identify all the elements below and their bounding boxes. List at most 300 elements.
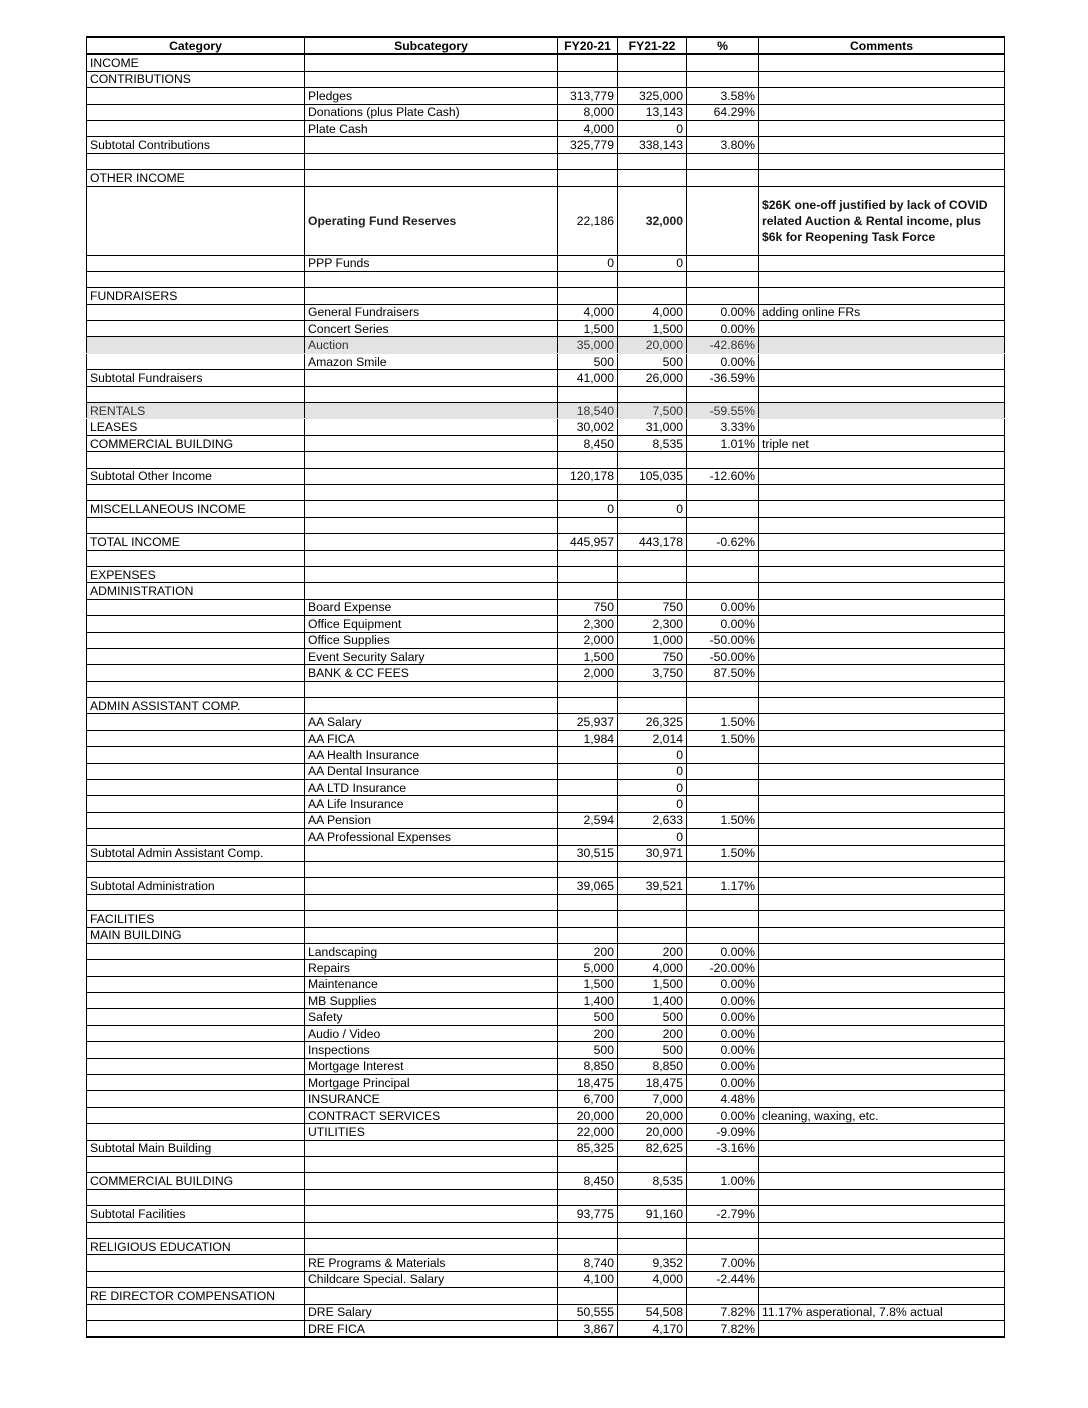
percent-cell [687, 566, 759, 582]
fy21-22-cell [618, 54, 687, 71]
fy20-21-cell: 4,100 [558, 1271, 618, 1287]
fy21-22-cell [618, 698, 687, 714]
category-cell [87, 681, 305, 697]
comment-cell [759, 1124, 1005, 1140]
percent-cell [687, 927, 759, 943]
fy21-22-cell [618, 517, 687, 533]
category-cell [87, 255, 305, 271]
category-cell [87, 665, 305, 681]
category-cell: COMMERCIAL BUILDING [87, 435, 305, 451]
percent-cell [687, 517, 759, 533]
category-cell: MISCELLANEOUS INCOME [87, 501, 305, 517]
comment-cell [759, 1288, 1005, 1304]
fy20-21-cell: 18,540 [558, 403, 618, 419]
category-cell: Subtotal Administration [87, 878, 305, 894]
percent-cell [687, 1157, 759, 1173]
category-cell: EXPENSES [87, 566, 305, 582]
subcategory-cell [305, 271, 558, 287]
fy21-22-cell: 30,971 [618, 845, 687, 861]
fy21-22-cell [618, 1288, 687, 1304]
table-row [87, 894, 1005, 910]
percent-cell: 0.00% [687, 1009, 759, 1025]
subcategory-cell: Plate Cash [305, 120, 558, 136]
percent-cell [687, 271, 759, 287]
category-cell [87, 386, 305, 402]
comment-cell [759, 137, 1005, 153]
subcategory-cell [305, 1206, 558, 1222]
percent-cell [687, 1189, 759, 1205]
fy20-21-cell: 4,000 [558, 304, 618, 320]
percent-cell: 0.00% [687, 1107, 759, 1123]
fy21-22-cell [618, 550, 687, 566]
table-row [87, 780, 1005, 796]
category-cell [87, 730, 305, 746]
category-cell [87, 714, 305, 730]
comment-cell [759, 550, 1005, 566]
fy20-21-cell: 5,000 [558, 960, 618, 976]
table-row [87, 419, 1005, 435]
percent-cell [687, 501, 759, 517]
category-cell [87, 943, 305, 959]
comment-cell [759, 255, 1005, 271]
percent-cell [687, 484, 759, 500]
comment-cell [759, 1238, 1005, 1254]
table-row [87, 878, 1005, 894]
comment-cell [759, 288, 1005, 304]
fy21-22-cell [618, 484, 687, 500]
fy20-21-cell: 750 [558, 599, 618, 615]
table-row [87, 1140, 1005, 1156]
fy20-21-cell [558, 681, 618, 697]
fy21-22-cell [618, 681, 687, 697]
table-row [87, 927, 1005, 943]
fy21-22-cell [618, 271, 687, 287]
category-cell [87, 1091, 305, 1107]
fy20-21-cell: 8,850 [558, 1058, 618, 1074]
subcategory-cell [305, 681, 558, 697]
table-row [87, 255, 1005, 271]
table-row [87, 1255, 1005, 1271]
subcategory-cell [305, 501, 558, 517]
fy20-21-cell: 200 [558, 1025, 618, 1041]
percent-cell: 0.00% [687, 599, 759, 615]
category-cell [87, 861, 305, 877]
comment-cell [759, 321, 1005, 337]
fy21-22-cell: 750 [618, 599, 687, 615]
fy20-21-cell: 39,065 [558, 878, 618, 894]
category-cell: CONTRIBUTIONS [87, 71, 305, 87]
fy21-22-cell: 54,508 [618, 1304, 687, 1320]
comment-cell [759, 960, 1005, 976]
fy21-22-cell: 0 [618, 120, 687, 136]
table-row [87, 71, 1005, 87]
subcategory-cell [305, 911, 558, 927]
subcategory-cell [305, 550, 558, 566]
fy20-21-cell [558, 911, 618, 927]
percent-cell [687, 583, 759, 599]
fy20-21-cell: 500 [558, 1009, 618, 1025]
table-row [87, 484, 1005, 500]
table-row [87, 681, 1005, 697]
subcategory-cell [305, 1288, 558, 1304]
category-cell: LEASES [87, 419, 305, 435]
category-cell: TOTAL INCOME [87, 534, 305, 550]
subcategory-cell [305, 1173, 558, 1189]
comment-cell [759, 747, 1005, 763]
comment-cell [759, 1255, 1005, 1271]
category-cell [87, 960, 305, 976]
fy21-22-cell: 13,143 [618, 104, 687, 120]
comment-cell [759, 170, 1005, 186]
category-cell [87, 1320, 305, 1337]
table-row [87, 648, 1005, 664]
subcategory-cell: Concert Series [305, 321, 558, 337]
percent-cell: 1.00% [687, 1173, 759, 1189]
category-cell [87, 599, 305, 615]
percent-cell: -0.62% [687, 534, 759, 550]
category-cell: INCOME [87, 54, 305, 71]
category-cell: Subtotal Contributions [87, 137, 305, 153]
fy20-21-cell [558, 861, 618, 877]
fy20-21-cell: 85,325 [558, 1140, 618, 1156]
category-cell [87, 484, 305, 500]
table-row [87, 665, 1005, 681]
fy21-22-cell: 0 [618, 780, 687, 796]
table-row [87, 566, 1005, 582]
category-cell: FUNDRAISERS [87, 288, 305, 304]
subcategory-cell: DRE Salary [305, 1304, 558, 1320]
percent-cell [687, 894, 759, 910]
category-cell [87, 616, 305, 632]
comment-cell [759, 583, 1005, 599]
percent-cell: -20.00% [687, 960, 759, 976]
table-row [87, 153, 1005, 169]
comment-cell [759, 616, 1005, 632]
fy21-22-cell [618, 911, 687, 927]
subcategory-cell [305, 137, 558, 153]
table-row [87, 1107, 1005, 1123]
comment-cell [759, 1206, 1005, 1222]
category-cell [87, 632, 305, 648]
percent-cell: 3.80% [687, 137, 759, 153]
category-cell: Subtotal Admin Assistant Comp. [87, 845, 305, 861]
fy20-21-cell: 2,000 [558, 632, 618, 648]
fy20-21-cell: 2,000 [558, 665, 618, 681]
percent-cell: 1.17% [687, 878, 759, 894]
comment-cell [759, 104, 1005, 120]
percent-cell: 4.48% [687, 1091, 759, 1107]
table-row [87, 337, 1005, 353]
percent-cell: 3.33% [687, 419, 759, 435]
fy20-21-cell [558, 583, 618, 599]
table-row [87, 54, 1005, 71]
percent-cell [687, 550, 759, 566]
subcategory-cell: Board Expense [305, 599, 558, 615]
fy21-22-cell: 0 [618, 829, 687, 845]
subcategory-cell [305, 927, 558, 943]
table-row [87, 1271, 1005, 1287]
fy21-22-cell: 4,000 [618, 960, 687, 976]
comment-cell [759, 796, 1005, 812]
comment-cell [759, 1222, 1005, 1238]
percent-cell: 87.50% [687, 665, 759, 681]
table-row [87, 1320, 1005, 1337]
table-row [87, 1189, 1005, 1205]
fy21-22-cell: 4,170 [618, 1320, 687, 1337]
category-cell [87, 812, 305, 828]
subcategory-cell [305, 583, 558, 599]
comment-cell [759, 894, 1005, 910]
fy20-21-cell [558, 170, 618, 186]
category-cell: MAIN BUILDING [87, 927, 305, 943]
fy21-22-cell: 4,000 [618, 1271, 687, 1287]
category-cell [87, 88, 305, 104]
subcategory-cell: General Fundraisers [305, 304, 558, 320]
category-cell [87, 550, 305, 566]
subcategory-cell [305, 517, 558, 533]
percent-cell [687, 452, 759, 468]
table-row [87, 1222, 1005, 1238]
table-row [87, 170, 1005, 186]
fy20-21-cell: 93,775 [558, 1206, 618, 1222]
fy20-21-cell [558, 271, 618, 287]
comment-cell [759, 1173, 1005, 1189]
fy21-22-cell: 105,035 [618, 468, 687, 484]
fy20-21-cell [558, 54, 618, 71]
percent-cell [687, 255, 759, 271]
subcategory-cell: Office Equipment [305, 616, 558, 632]
category-cell [87, 648, 305, 664]
comment-cell [759, 829, 1005, 845]
subcategory-cell: Childcare Special. Salary [305, 1271, 558, 1287]
percent-cell: -9.09% [687, 1124, 759, 1140]
percent-cell: 1.50% [687, 714, 759, 730]
subcategory-cell: Event Security Salary [305, 648, 558, 664]
category-cell [87, 1271, 305, 1287]
fy20-21-cell [558, 1157, 618, 1173]
percent-cell [687, 1222, 759, 1238]
header-comments: Comments [759, 37, 1005, 54]
fy20-21-cell [558, 780, 618, 796]
fy20-21-cell: 20,000 [558, 1107, 618, 1123]
comment-cell [759, 534, 1005, 550]
category-cell [87, 894, 305, 910]
comment-cell [759, 845, 1005, 861]
fy21-22-cell: 443,178 [618, 534, 687, 550]
subcategory-cell [305, 1238, 558, 1254]
fy20-21-cell: 445,957 [558, 534, 618, 550]
fy20-21-cell: 4,000 [558, 120, 618, 136]
category-cell [87, 1255, 305, 1271]
table-row [87, 370, 1005, 386]
subcategory-cell: Repairs [305, 960, 558, 976]
table-row [87, 960, 1005, 976]
fy21-22-cell: 1,400 [618, 993, 687, 1009]
percent-cell: 0.00% [687, 1075, 759, 1091]
comment-cell [759, 599, 1005, 615]
fy20-21-cell [558, 386, 618, 402]
fy20-21-cell: 8,450 [558, 1173, 618, 1189]
table-row [87, 911, 1005, 927]
fy20-21-cell [558, 927, 618, 943]
comment-cell [759, 943, 1005, 959]
percent-cell: 0.00% [687, 1042, 759, 1058]
fy21-22-cell: 500 [618, 353, 687, 369]
comment-cell [759, 1058, 1005, 1074]
percent-cell [687, 120, 759, 136]
category-cell [87, 271, 305, 287]
category-cell [87, 1304, 305, 1320]
table-row [87, 1288, 1005, 1304]
percent-cell: 7.00% [687, 1255, 759, 1271]
fy20-21-cell: 325,779 [558, 137, 618, 153]
fy21-22-cell: 750 [618, 648, 687, 664]
category-cell [87, 337, 305, 353]
comment-cell [759, 632, 1005, 648]
fy20-21-cell: 313,779 [558, 88, 618, 104]
table-row [87, 796, 1005, 812]
subcategory-cell [305, 861, 558, 877]
fy21-22-cell: 325,000 [618, 88, 687, 104]
fy20-21-cell: 8,450 [558, 435, 618, 451]
table-row [87, 1091, 1005, 1107]
fy21-22-cell: 0 [618, 763, 687, 779]
comment-cell: cleaning, waxing, etc. [759, 1107, 1005, 1123]
fy20-21-cell [558, 1222, 618, 1238]
category-cell: FACILITIES [87, 911, 305, 927]
percent-cell [687, 1288, 759, 1304]
fy20-21-cell: 50,555 [558, 1304, 618, 1320]
fy20-21-cell: 22,186 [558, 186, 618, 255]
category-cell [87, 1222, 305, 1238]
subcategory-cell: AA Pension [305, 812, 558, 828]
subcategory-cell: Maintenance [305, 976, 558, 992]
percent-cell: -36.59% [687, 370, 759, 386]
subcategory-cell [305, 386, 558, 402]
comment-cell [759, 1271, 1005, 1287]
subcategory-cell: AA Health Insurance [305, 747, 558, 763]
percent-cell: 0.00% [687, 943, 759, 959]
comment-cell [759, 370, 1005, 386]
comment-cell [759, 861, 1005, 877]
fy21-22-cell: 91,160 [618, 1206, 687, 1222]
percent-cell: -50.00% [687, 632, 759, 648]
table-row [87, 288, 1005, 304]
category-cell [87, 780, 305, 796]
fy21-22-cell: 2,300 [618, 616, 687, 632]
percent-cell: 1.50% [687, 730, 759, 746]
comment-cell [759, 993, 1005, 1009]
fy21-22-cell [618, 153, 687, 169]
fy20-21-cell: 8,000 [558, 104, 618, 120]
fy20-21-cell: 41,000 [558, 370, 618, 386]
percent-cell [687, 763, 759, 779]
fy21-22-cell: 7,000 [618, 1091, 687, 1107]
table-row [87, 812, 1005, 828]
fy21-22-cell [618, 1189, 687, 1205]
percent-cell: 0.00% [687, 353, 759, 369]
subcategory-cell [305, 435, 558, 451]
comment-cell [759, 468, 1005, 484]
percent-cell [687, 829, 759, 845]
comment-cell [759, 54, 1005, 71]
category-cell [87, 1107, 305, 1123]
comment-cell [759, 517, 1005, 533]
subcategory-cell: Inspections [305, 1042, 558, 1058]
fy21-22-cell: 26,000 [618, 370, 687, 386]
fy21-22-cell: 20,000 [618, 337, 687, 353]
table-row [87, 747, 1005, 763]
table-row [87, 599, 1005, 615]
subcategory-cell [305, 1222, 558, 1238]
fy21-22-cell: 0 [618, 255, 687, 271]
table-row [87, 452, 1005, 468]
comment-cell [759, 780, 1005, 796]
subcategory-cell [305, 534, 558, 550]
subcategory-cell [305, 566, 558, 582]
fy21-22-cell: 1,000 [618, 632, 687, 648]
subcategory-cell: RE Programs & Materials [305, 1255, 558, 1271]
comment-cell [759, 88, 1005, 104]
fy21-22-cell [618, 1238, 687, 1254]
table-row [87, 120, 1005, 136]
fy21-22-cell [618, 927, 687, 943]
subcategory-cell [305, 153, 558, 169]
percent-cell: 0.00% [687, 1025, 759, 1041]
table-row [87, 714, 1005, 730]
subcategory-cell: UTILITIES [305, 1124, 558, 1140]
subcategory-cell [305, 484, 558, 500]
fy20-21-cell [558, 763, 618, 779]
fy20-21-cell: 30,002 [558, 419, 618, 435]
fy20-21-cell: 35,000 [558, 337, 618, 353]
table-row [87, 1206, 1005, 1222]
percent-cell: 0.00% [687, 976, 759, 992]
table-row [87, 1058, 1005, 1074]
category-cell: Subtotal Other Income [87, 468, 305, 484]
fy20-21-cell: 500 [558, 1042, 618, 1058]
fy21-22-cell: 200 [618, 1025, 687, 1041]
comment-cell [759, 763, 1005, 779]
fy20-21-cell [558, 1189, 618, 1205]
percent-cell: 1.01% [687, 435, 759, 451]
comment-cell [759, 878, 1005, 894]
subcategory-cell [305, 1140, 558, 1156]
fy20-21-cell [558, 829, 618, 845]
fy21-22-cell: 500 [618, 1042, 687, 1058]
comment-cell [759, 1025, 1005, 1041]
table-row [87, 730, 1005, 746]
subcategory-cell: Donations (plus Plate Cash) [305, 104, 558, 120]
percent-cell: -2.79% [687, 1206, 759, 1222]
category-cell [87, 1189, 305, 1205]
fy20-21-cell [558, 484, 618, 500]
comment-cell [759, 566, 1005, 582]
table-row [87, 1157, 1005, 1173]
percent-cell: 7.82% [687, 1320, 759, 1337]
fy20-21-cell: 22,000 [558, 1124, 618, 1140]
table-row [87, 468, 1005, 484]
fy21-22-cell: 3,750 [618, 665, 687, 681]
fy21-22-cell [618, 894, 687, 910]
subcategory-cell: AA FICA [305, 730, 558, 746]
category-cell [87, 1157, 305, 1173]
fy21-22-cell: 0 [618, 747, 687, 763]
subcategory-cell [305, 288, 558, 304]
subcategory-cell: CONTRACT SERVICES [305, 1107, 558, 1123]
table-row [87, 1009, 1005, 1025]
percent-cell: 3.58% [687, 88, 759, 104]
